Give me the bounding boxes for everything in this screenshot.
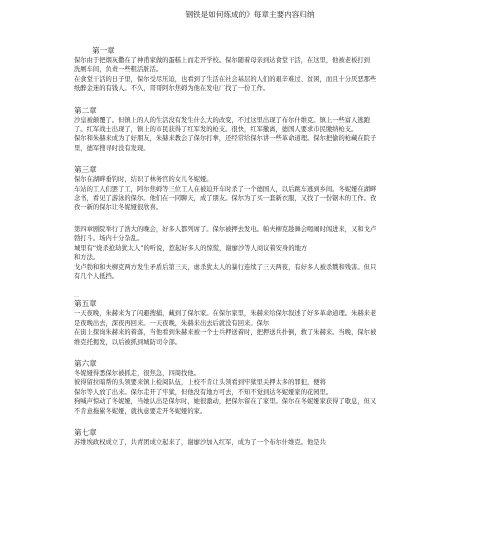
chapter-heading: 第一章 [92, 46, 115, 55]
chapter-heading: 第七章 [74, 427, 97, 437]
paragraph-line: 维克托揭发，以后被抓到城防司令部。 [74, 338, 182, 346]
paragraph-line: 苏维埃政权成立了，共青团成立起来了，谢廖沙加入红军，成为了一个布尔什维克。他是共 [74, 438, 326, 446]
paragraph-line: 里，德军搜寻时没有发现。 [74, 144, 150, 152]
paragraph-line: 在街上探询朱赫来的着落，当他看到朱赫来被一个士兵押送着时，把押送兵扑倒，救了朱赫来。当晚，保尔被 [74, 329, 377, 337]
paragraph-line: 纸醉金迷的有钱人。不久，哥哥阿尔焦姆为他在发电厂找了一份工作。 [74, 85, 270, 93]
chapter-5 [74, 299, 466, 347]
paragraph-line: 是夜晚出去，深夜再回来。一天夜晚，朱赫来出去后就没有回来。保尔 [74, 319, 270, 327]
paragraph-line: 勃打斗。场内十分杂乱。 [74, 235, 144, 243]
document-body [74, 46, 466, 447]
paragraph-line: 念书，看见了游泳的保尔。他们在一同聊天，成了朋友。保尔为了买一套新衣服，又找了一份锯木的工作。孜 [74, 195, 377, 203]
paragraph-line: 和方法。 [74, 254, 100, 262]
chapter-3 [74, 165, 466, 213]
paragraph-line: 保尔由于把烟灰撒在了神甫家做的蛋糕上而走开学校。保尔随着母亲到达食堂干活，在这里，他被老板打到 [74, 57, 370, 64]
paragraph-line: 洗厕车间，负责一些粗活脏活。 [74, 66, 163, 74]
paragraph-line: 了。红军战士出现了，镇上的市民获得了红军发的枪支。很快，红军撤离，德国人要求市民缴纳枪支。 [74, 126, 358, 134]
paragraph-line: 不肯意拖累冬妮娅，就执意要走开冬妮娅的家。 [74, 407, 207, 415]
paragraph-line: 戈卢勃和和夫柳克两方发生矛盾后第三天，虐杀犹太人的暴行连续了三天两夜，有好多人被杀戮和残害。但只 [74, 263, 377, 271]
chapter-heading: 第三章 [74, 165, 97, 175]
paragraph-line: 城里有“烧杀抢劫犹太人”的听说，惹起好多人的惊慌，谢廖沙等人商议着安身的地方 [74, 244, 308, 252]
chapter-7 [74, 428, 466, 447]
chapter-heading: 第二章 [74, 105, 97, 115]
paragraph-line: 保尔在湖畔垂钓时，结识了林务官的女儿冬妮娅。 [74, 176, 213, 184]
paragraph-line: 彼得留拉暗帮的头领要来镇上检阅队伍，上校不肯让头领看到牢狱里关押太多的罪犯，便将 [74, 379, 326, 387]
paragraph-line: 一天夜晚，朱赫来为了闪避搜捕，藏到了保尔家。在保尔家里，朱赫来给保尔叙述了好多革命道理。朱赫来老 [74, 310, 377, 318]
paragraph-line: 有几个人抵挡。 [74, 272, 119, 280]
chapter-4 [74, 225, 466, 281]
paragraph-line: 在食堂干活的日子里，保尔受尽压迫，也看到了生活在社会基层的人们的艰辛难过、贫困，而且十分厌恶那些 [74, 75, 377, 83]
chapter-2 [74, 106, 466, 154]
paragraph-line: 第四章剧院举行了浩大的晚会，好多人都列席了。保尔被押去发电。帕夫柳克趁舞会喝闹时闯进来，又和戈卢 [74, 225, 377, 233]
paragraph-line: 冬妮娅得悉保尔被抓走，很焦急，四周找他。 [74, 369, 200, 377]
paragraph-line: 车站的工人们罢了工，阿尔焦姆等三位工人在被迫开车时杀了一个德国人，以后跳车逃到乡间。冬妮娅在湖畔 [74, 185, 377, 193]
document-title: 钢铁是如何炼成的》每章主要内容归纳 [185, 10, 315, 19]
paragraph-line: 沙皇被颠覆了。但镇上的人的生活没有发生什么大的改变，不过这里出现了布尔什维克。镇上一些富人逃跑 [74, 116, 370, 124]
paragraph-line: 保尔和朱赫来成为了好朋友，朱赫来教会了保尔打拳，还经常给保尔讲一些革命道理。保尔把偷的枪藏在院子 [74, 135, 377, 143]
chapter-6 [74, 359, 466, 416]
chapter-heading: 第六章 [74, 358, 97, 368]
chapter-heading: 第五章 [74, 299, 97, 309]
section-divider: .... [74, 293, 80, 299]
chapter-1 [74, 46, 466, 94]
paragraph-line: 狗喊声惊动了冬妮娅，当她认出是保尔时，她很激动，把保尔留在了家里。保尔在冬妮娅家获得了歇息，但又 [74, 398, 377, 406]
paragraph-line: 孜一新的保尔让冬妮娅很欣喜。 [74, 204, 163, 212]
paragraph-line: 保尔等人放了出来。保尔走开了牢狱，但他没有地方可去，不知不觉到达冬妮娅家的花园里。 [74, 388, 333, 396]
